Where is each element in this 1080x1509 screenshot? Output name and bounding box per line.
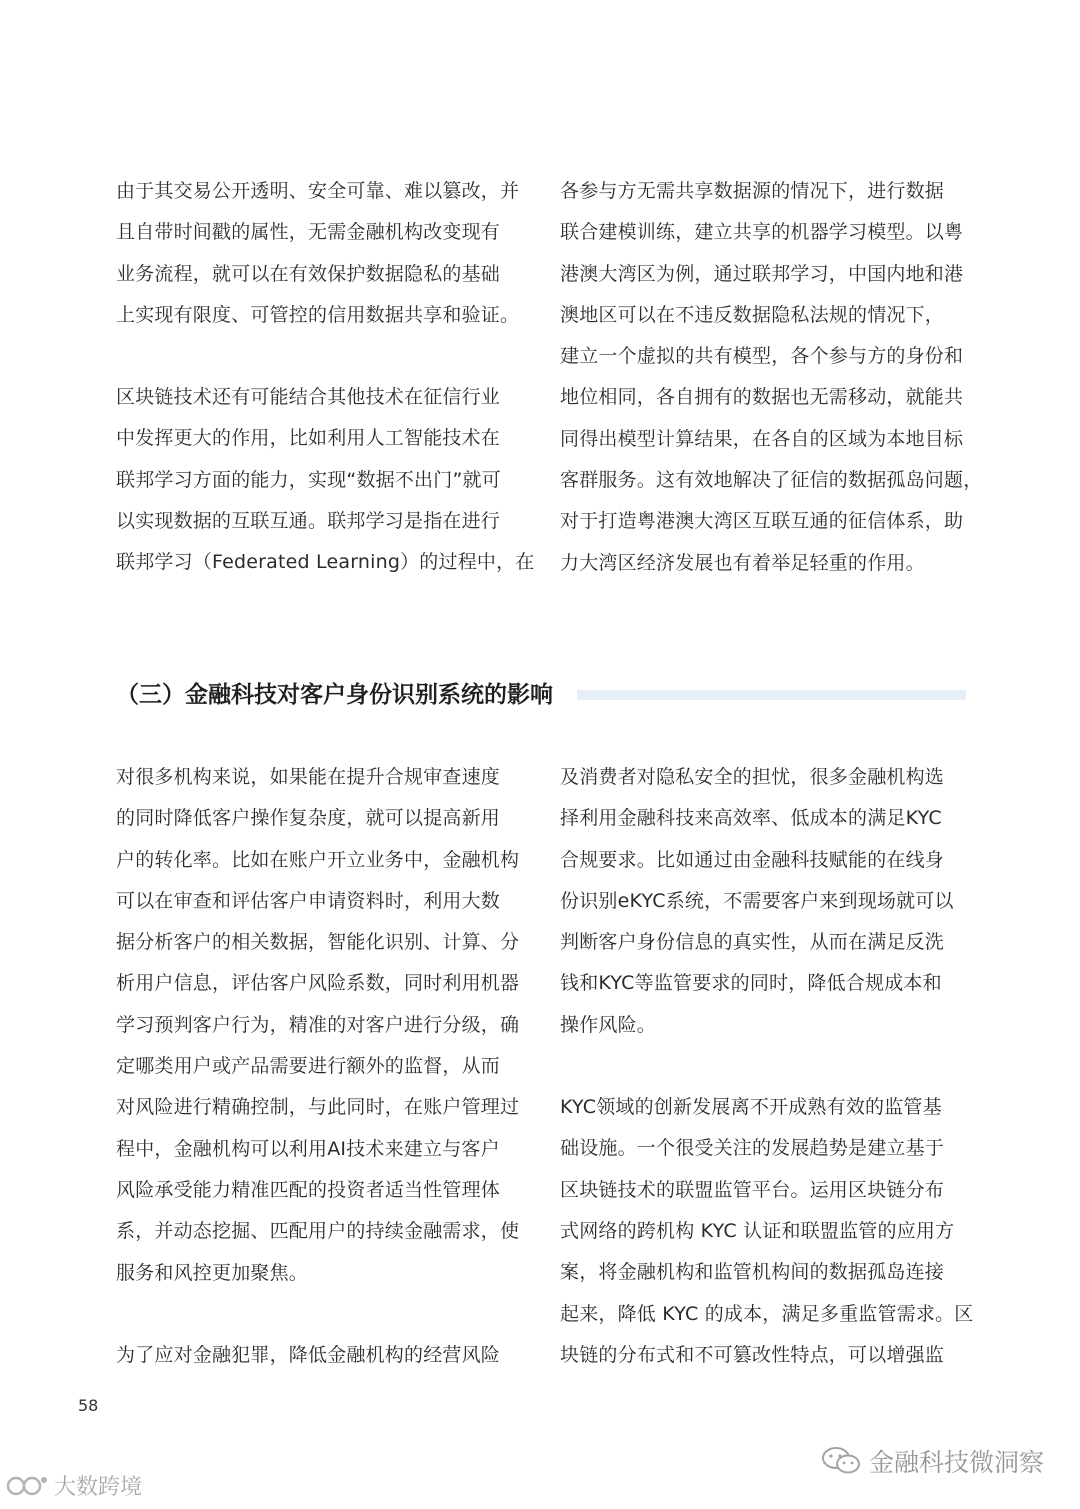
text-line: 区块链技术还有可能结合其他技术在征信行业 [116,386,501,409]
text-line: 力大湾区经济发展也有着举足轻重的作用。 [560,551,925,574]
text-line: 及消费者对隐私安全的担忧，很多金融机构选 [560,766,945,788]
text-line: 析用户信息，评估客户风险系数，同时利用机器 [116,972,520,995]
text-line: 澳地区可以在不违反数据隐私法规的情况下， [560,303,945,326]
text-line: 中发挥更大的作用，比如利用人工智能技术在 [116,427,501,450]
text-line: 地位相同，各自拥有的数据也无需移动，就能共 [560,386,964,409]
heading-decoration-bar [577,690,966,700]
text-line: 可以在审查和评估客户申请资料时，利用大数 [116,889,501,912]
watermark-left-text: 大数跨境 [54,1475,143,1500]
brand-logo-icon [6,1473,50,1499]
section-heading: （三）金融科技对客户身份识别系统的影响 [116,682,553,708]
text-line: 钱和KYC等监管要求的同时，降低合规成本和 [560,972,942,995]
watermark-right-text: 金融科技微洞察 [868,1448,1044,1477]
text-line: 港澳大湾区为例，通过联邦学习，中国内地和港 [560,262,964,285]
text-line: 块链的分布式和不可篡改性特点，可以增强监 [560,1343,945,1366]
text-line: 为了应对金融犯罪，降低金融机构的经营风险 [116,1343,501,1366]
text-line: 且自带时间戳的属性，无需金融机构改变现有 [116,221,501,244]
paragraph-gap [116,336,526,377]
text-line: 区块链技术的联盟监管平台。运用区块链分布 [560,1178,945,1201]
text-line: 学习预判客户行为，精准的对客户进行分级，确 [116,1013,520,1036]
text-line: 联邦学习方面的能力，实现“数据不出门”就可 [116,468,501,491]
text-line: 据分析客户的相关数据，智能化识别、计算、分 [116,931,520,954]
text-line: 对于打造粤港澳大湾区互联互通的征信体系，助 [560,510,964,533]
text-column-top-right [560,171,983,584]
paragraph-gap [560,1046,970,1087]
text-line: 判断客户身份信息的真实性，从而在满足反洗 [560,931,945,954]
text-line: 户的转化率。比如在账户开立业务中，金融机构 [116,848,520,871]
text-line: 建立一个虚拟的共有模型，各个参与方的身份和 [560,345,964,368]
text-line: 操作风险。 [560,1013,657,1036]
paragraph-gap [116,1294,526,1335]
text-line: 的同时降低客户操作复杂度，就可以提高新用 [116,807,501,830]
text-line: 对风险进行精确控制，与此同时，在账户管理过 [116,1096,520,1119]
text-line: 各参与方无需共享数据源的情况下，进行数据 [560,180,945,202]
text-line: 服务和风控更加聚焦。 [116,1261,309,1284]
text-line: 案，将金融机构和监管机构间的数据孤岛连接 [560,1261,945,1284]
text-line: 业务流程，就可以在有效保护数据隐私的基础 [116,262,501,285]
text-line: 联邦学习（Federated Learning）的过程中，在 [116,551,535,574]
text-column-top-left [116,171,535,584]
text-line: 式网络的跨机构 KYC 认证和联盟监管的应用方 [560,1219,955,1242]
text-line: 起来，降低 KYC 的成本，满足多重监管需求。区 [560,1302,974,1325]
text-line: 合规要求。比如通过由金融科技赋能的在线身 [560,848,945,871]
text-line: 程中，金融机构可以利用AI技术来建立与客户 [116,1137,500,1160]
text-line: 以实现数据的互联互通。联邦学习是指在进行 [116,510,501,533]
text-line: 客群服务。这有效地解决了征信的数据孤岛问题， [560,469,983,492]
watermark-right [821,1443,1044,1479]
text-line: 定哪类用户或产品需要进行额外的监督，从而 [116,1055,501,1078]
text-line: 份识别eKYC系统，不需要客户来到现场就可以 [560,889,954,912]
text-column-bottom-right [560,757,974,1376]
text-line: 对很多机构来说，如果能在提升合规审查速度 [116,766,501,788]
text-line: 系，并动态挖掘、匹配用户的持续金融需求，使 [116,1220,520,1243]
text-line: 择利用金融科技来高效率、低成本的满足KYC [560,807,942,830]
text-line: 同得出模型计算结果，在各自的区域为本地目标 [560,427,964,450]
watermark-left [6,1470,142,1501]
text-line: KYC领域的创新发展离不开成熟有效的监管基 [560,1096,942,1119]
page-number: 58 [78,1396,99,1415]
text-column-bottom-left [116,757,526,1376]
text-line: 础设施。一个很受关注的发展趋势是建立基于 [560,1137,945,1160]
text-line: 风险承受能力精准匹配的投资者适当性管理体 [116,1178,501,1201]
text-line: 联合建模训练，建立共享的机器学习模型。以粤 [560,221,964,244]
text-line: 由于其交易公开透明、安全可靠、难以篡改，并 [116,180,520,202]
text-line: 上实现有限度、可管控的信用数据共享和验证。 [116,303,520,326]
wechat-icon [821,1445,861,1477]
